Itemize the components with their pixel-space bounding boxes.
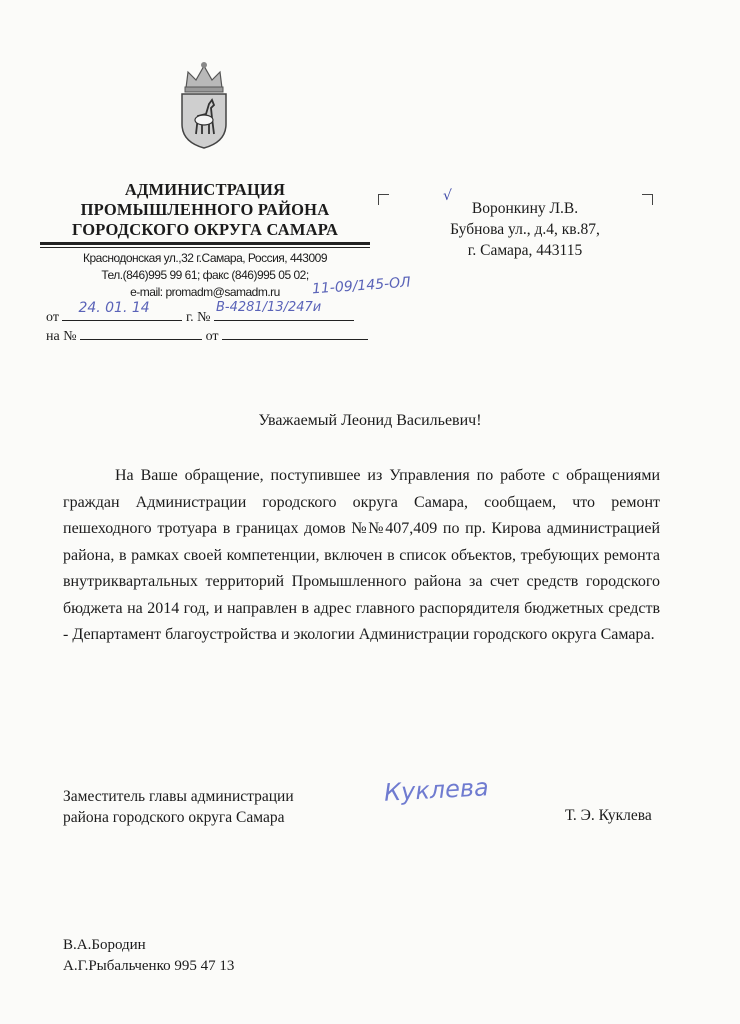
executor-line-1: В.А.Бородин: [63, 937, 146, 953]
number-blank: [214, 300, 354, 321]
signatory-title-line-2: района городского округа Самара: [63, 809, 285, 826]
number-label: г. №: [185, 310, 211, 325]
registration-line: [46, 300, 386, 326]
number-handwritten: В-4281/13/247и: [215, 300, 322, 315]
org-email: e-mail: promadm@samadm.ru: [130, 285, 280, 299]
check-mark-icon: √: [443, 188, 452, 204]
organization-name: [40, 180, 370, 240]
executors-block: [63, 935, 234, 977]
address-corner-left: [378, 194, 389, 205]
reference-line: [46, 325, 386, 345]
addressee-city: г. Самара, 443115: [467, 242, 583, 259]
ref-date-blank: [222, 325, 368, 340]
org-address: Краснодонская ул.,32 г.Самара, Россия, 443009: [82, 251, 327, 265]
coat-of-arms-emblem: [176, 58, 232, 150]
executor-line-2: А.Г.Рыбальченко 995 47 13: [63, 958, 235, 974]
org-name-line-3: ГОРОДСКОГО ОКРУГА САМАРА: [71, 220, 339, 239]
ref-date-label: от: [205, 329, 219, 344]
signatory-name: Т. Э. Куклева: [565, 807, 652, 824]
addressee-block: [420, 198, 630, 261]
signatory-title: [63, 786, 294, 828]
letter-body: [63, 463, 660, 649]
addressee-name: Воронкину Л.В.: [471, 200, 579, 217]
ref-number-blank: [80, 325, 202, 340]
header-rule-thick: [40, 242, 370, 245]
addressee-street: Бубнова ул., д.4, кв.87,: [450, 221, 600, 238]
salutation: Уважаемый Леонид Васильевич!: [258, 412, 482, 429]
date-blank: [62, 300, 182, 321]
org-name-line-2: ПРОМЫШЛЕННОГО РАЙОНА: [80, 200, 330, 219]
org-phone-fax: Тел.(846)995 99 61; факс (846)995 05 02;: [101, 268, 309, 282]
ref-number-label: на №: [46, 329, 77, 344]
header-rule-thin: [40, 247, 370, 248]
signatory-title-line-1: Заместитель главы администрации: [63, 788, 294, 805]
incoming-registration-handwritten: 11-09/145-ОЛ: [311, 274, 412, 298]
handwritten-signature: Куклева: [383, 773, 490, 807]
org-name-line-1: АДМИНИСТРАЦИЯ: [124, 180, 286, 199]
date-handwritten: 24. 01. 14: [78, 300, 150, 316]
date-label: от: [46, 310, 59, 325]
letter-body-paragraph: На Ваше обращение, поступившее из Управления по работе с обращениями граждан Администрации городского округа Самара, сообщаем, что ремонт пешеходного тротуара в границах домов №№407,409 по пр. Кирова администрацией района, в рамках своей компетенции, включен в список объектов, требующих ремонта внутриквартальных территорий Промышленного района за счет средств городского бюджета на 2014 год, и направлен в адрес главного распорядителя бюджетных средств - Департамент благоустройства и экологии Администрации городского округа Самара.: [63, 467, 660, 643]
address-corner-right: [642, 194, 653, 205]
